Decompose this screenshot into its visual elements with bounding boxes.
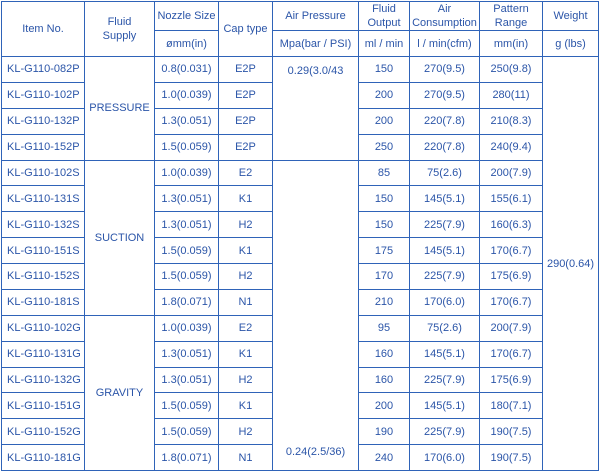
header-fluid-output: Fluid Output bbox=[359, 2, 410, 31]
cell-nozzle-size: 1.8(0.071) bbox=[155, 445, 219, 471]
cell-air-consumption: 75(2.6) bbox=[410, 160, 480, 186]
cell-item-no: KL-G110-102P bbox=[2, 82, 85, 108]
cell-cap-type: H2 bbox=[219, 264, 273, 290]
cell-item-no: KL-G110-132G bbox=[2, 367, 85, 393]
table-row bbox=[2, 160, 599, 186]
cell-fluid-supply: PRESSURE bbox=[85, 57, 155, 161]
cell-air-consumption: 145(5.1) bbox=[410, 393, 480, 419]
cell-cap-type: K1 bbox=[219, 393, 273, 419]
cell-item-no: KL-G110-152S bbox=[2, 264, 85, 290]
cell-cap-type: E2P bbox=[219, 134, 273, 160]
cell-fluid-output: 200 bbox=[359, 108, 410, 134]
cell-cap-type: E2P bbox=[219, 57, 273, 83]
table-row bbox=[2, 57, 599, 83]
cell-air-consumption: 145(5.1) bbox=[410, 186, 480, 212]
cell-nozzle-size: 1.3(0.051) bbox=[155, 186, 219, 212]
cell-nozzle-size: 1.5(0.059) bbox=[155, 264, 219, 290]
cell-pattern-range: 190(7.5) bbox=[480, 445, 543, 471]
cell-fluid-output: 150 bbox=[359, 212, 410, 238]
cell-air-consumption: 145(5.1) bbox=[410, 238, 480, 264]
cell-weight: 290(0.64) bbox=[543, 57, 599, 471]
cell-item-no: KL-G110-152P bbox=[2, 134, 85, 160]
cell-cap-type: E2P bbox=[219, 108, 273, 134]
cell-air-consumption: 225(7.9) bbox=[410, 264, 480, 290]
cell-item-no: KL-G110-181G bbox=[2, 445, 85, 471]
cell-item-no: KL-G110-132S bbox=[2, 212, 85, 238]
cell-item-no: KL-G110-132P bbox=[2, 108, 85, 134]
cell-fluid-output: 160 bbox=[359, 367, 410, 393]
header-fluid-supply: Fluid Supply bbox=[85, 2, 155, 57]
cell-pattern-range: 170(6.7) bbox=[480, 238, 543, 264]
cell-air-consumption: 225(7.9) bbox=[410, 212, 480, 238]
header-air-pressure: Air Pressure bbox=[273, 2, 359, 31]
cell-air-consumption: 225(7.9) bbox=[410, 367, 480, 393]
cell-item-no: KL-G110-131S bbox=[2, 186, 85, 212]
cell-nozzle-size: 1.3(0.051) bbox=[155, 108, 219, 134]
spec-table bbox=[1, 1, 599, 471]
unit-fluid-output: ml / min bbox=[359, 31, 410, 57]
cell-pattern-range: 170(6.7) bbox=[480, 289, 543, 315]
cell-fluid-output: 150 bbox=[359, 186, 410, 212]
cell-nozzle-size: 1.8(0.071) bbox=[155, 289, 219, 315]
cell-nozzle-size: 1.3(0.051) bbox=[155, 212, 219, 238]
cell-cap-type: K1 bbox=[219, 341, 273, 367]
cell-item-no: KL-G110-102S bbox=[2, 160, 85, 186]
cell-air-consumption: 145(5.1) bbox=[410, 341, 480, 367]
cell-fluid-output: 160 bbox=[359, 341, 410, 367]
header-air-consumption: Air Consumption bbox=[410, 2, 480, 31]
unit-air-pressure: Mpa(bar / PSI) bbox=[273, 31, 359, 57]
cell-fluid-output: 150 bbox=[359, 57, 410, 83]
cell-cap-type: H2 bbox=[219, 367, 273, 393]
cell-cap-type: H2 bbox=[219, 419, 273, 445]
cell-item-no: KL-G110-082P bbox=[2, 57, 85, 83]
cell-nozzle-size: 1.0(0.039) bbox=[155, 315, 219, 341]
cell-air-pressure: 0.29(3.0/43 bbox=[273, 57, 359, 161]
cell-item-no: KL-G110-102G bbox=[2, 315, 85, 341]
cell-cap-type: E2P bbox=[219, 82, 273, 108]
cell-nozzle-size: 1.0(0.039) bbox=[155, 82, 219, 108]
unit-weight: g (lbs) bbox=[543, 31, 599, 57]
cell-item-no: KL-G110-152G bbox=[2, 419, 85, 445]
cell-pattern-range: 240(9.4) bbox=[480, 134, 543, 160]
cell-pattern-range: 160(6.3) bbox=[480, 212, 543, 238]
cell-cap-type: H2 bbox=[219, 212, 273, 238]
cell-pattern-range: 250(9.8) bbox=[480, 57, 543, 83]
cell-fluid-output: 210 bbox=[359, 289, 410, 315]
cell-air-consumption: 170(6.0) bbox=[410, 445, 480, 471]
header-row bbox=[2, 2, 599, 31]
cell-fluid-output: 190 bbox=[359, 419, 410, 445]
cell-air-consumption: 220(7.8) bbox=[410, 134, 480, 160]
unit-air-consumption: l / min(cfm) bbox=[410, 31, 480, 57]
header-cap-type: Cap type bbox=[219, 2, 273, 57]
cell-fluid-output: 250 bbox=[359, 134, 410, 160]
cell-pattern-range: 210(8.3) bbox=[480, 108, 543, 134]
cell-fluid-output: 85 bbox=[359, 160, 410, 186]
cell-air-consumption: 75(2.6) bbox=[410, 315, 480, 341]
cell-nozzle-size: 1.5(0.059) bbox=[155, 238, 219, 264]
cell-nozzle-size: 1.3(0.051) bbox=[155, 341, 219, 367]
header-pattern-range: Pattern Range bbox=[480, 2, 543, 31]
cell-air-consumption: 270(9.5) bbox=[410, 57, 480, 83]
cell-item-no: KL-G110-181S bbox=[2, 289, 85, 315]
cell-pattern-range: 175(6.9) bbox=[480, 264, 543, 290]
cell-nozzle-size: 1.5(0.059) bbox=[155, 419, 219, 445]
cell-nozzle-size: 1.5(0.059) bbox=[155, 134, 219, 160]
cell-air-consumption: 220(7.8) bbox=[410, 108, 480, 134]
cell-pattern-range: 200(7.9) bbox=[480, 315, 543, 341]
cell-fluid-output: 95 bbox=[359, 315, 410, 341]
cell-fluid-output: 175 bbox=[359, 238, 410, 264]
cell-pattern-range: 200(7.9) bbox=[480, 160, 543, 186]
cell-pattern-range: 175(6.9) bbox=[480, 367, 543, 393]
cell-cap-type: E2 bbox=[219, 315, 273, 341]
cell-pattern-range: 180(7.1) bbox=[480, 393, 543, 419]
cell-item-no: KL-G110-151S bbox=[2, 238, 85, 264]
cell-fluid-output: 240 bbox=[359, 445, 410, 471]
cell-cap-type: N1 bbox=[219, 289, 273, 315]
cell-item-no: KL-G110-131G bbox=[2, 341, 85, 367]
cell-cap-type: E2 bbox=[219, 160, 273, 186]
header-weight: Weight bbox=[543, 2, 599, 31]
cell-pattern-range: 170(6.7) bbox=[480, 341, 543, 367]
cell-air-consumption: 170(6.0) bbox=[410, 289, 480, 315]
cell-fluid-output: 170 bbox=[359, 264, 410, 290]
header-nozzle-size: Nozzle Size bbox=[155, 2, 219, 31]
cell-nozzle-size: 1.5(0.059) bbox=[155, 393, 219, 419]
cell-fluid-output: 200 bbox=[359, 393, 410, 419]
unit-nozzle: ømm(in) bbox=[155, 31, 219, 57]
cell-nozzle-size: 0.8(0.031) bbox=[155, 57, 219, 83]
cell-cap-type: K1 bbox=[219, 238, 273, 264]
cell-nozzle-size: 1.0(0.039) bbox=[155, 160, 219, 186]
cell-fluid-supply: SUCTION bbox=[85, 160, 155, 315]
cell-pattern-range: 190(7.5) bbox=[480, 419, 543, 445]
cell-item-no: KL-G110-151G bbox=[2, 393, 85, 419]
cell-pattern-range: 155(6.1) bbox=[480, 186, 543, 212]
cell-fluid-output: 200 bbox=[359, 82, 410, 108]
cell-fluid-supply: GRAVITY bbox=[85, 315, 155, 470]
cell-pattern-range: 280(11) bbox=[480, 82, 543, 108]
cell-air-consumption: 270(9.5) bbox=[410, 82, 480, 108]
unit-pattern-range: mm(in) bbox=[480, 31, 543, 57]
header-item-no: Item No. bbox=[2, 2, 85, 57]
cell-cap-type: K1 bbox=[219, 186, 273, 212]
cell-cap-type: N1 bbox=[219, 445, 273, 471]
cell-nozzle-size: 1.3(0.051) bbox=[155, 367, 219, 393]
cell-air-pressure: 0.24(2.5/36) bbox=[273, 160, 359, 471]
cell-air-consumption: 225(7.9) bbox=[410, 419, 480, 445]
